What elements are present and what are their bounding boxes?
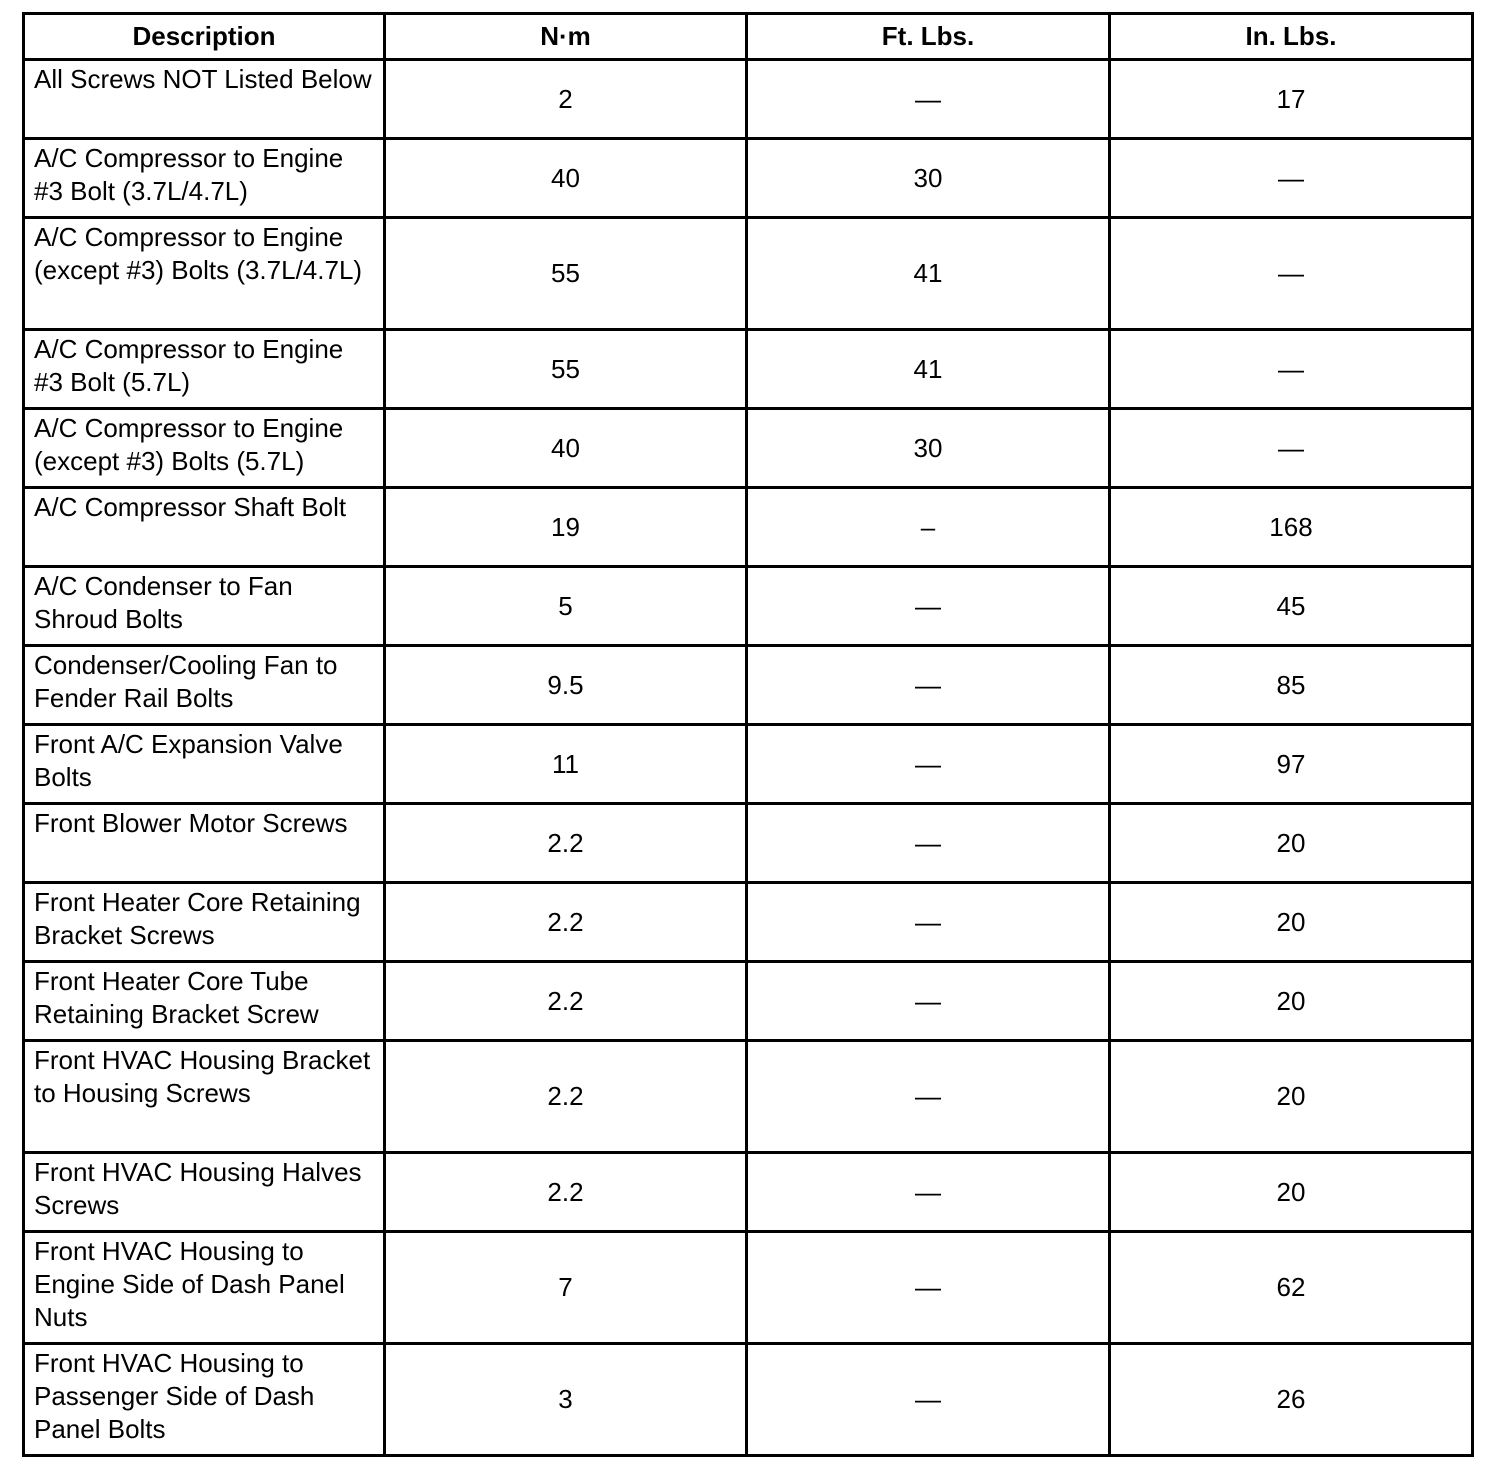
header-nm: N·m [385, 14, 747, 60]
cell-nm: 2.2 [385, 883, 747, 962]
table-row [24, 139, 1473, 218]
cell-in-lbs: 62 [1110, 1232, 1473, 1344]
cell-ft-lbs: — [747, 60, 1110, 139]
cell-in-lbs: 97 [1110, 725, 1473, 804]
table-row [24, 567, 1473, 646]
cell-description: Condenser/Cooling Fan to Fender Rail Bolts [24, 646, 385, 725]
cell-nm: 3 [385, 1344, 747, 1456]
cell-nm: 2.2 [385, 962, 747, 1041]
cell-nm: 9.5 [385, 646, 747, 725]
cell-in-lbs: — [1110, 218, 1473, 330]
table-row [24, 962, 1473, 1041]
table-row [24, 488, 1473, 567]
table-row [24, 883, 1473, 962]
header-description: Description [24, 14, 385, 60]
cell-nm: 55 [385, 218, 747, 330]
cell-in-lbs: 20 [1110, 1153, 1473, 1232]
cell-ft-lbs: 41 [747, 218, 1110, 330]
cell-ft-lbs: — [747, 1153, 1110, 1232]
cell-ft-lbs: — [747, 725, 1110, 804]
table-row [24, 646, 1473, 725]
cell-ft-lbs: 41 [747, 330, 1110, 409]
cell-nm: 19 [385, 488, 747, 567]
cell-nm: 2 [385, 60, 747, 139]
cell-description: A/C Compressor Shaft Bolt [24, 488, 385, 567]
cell-description: Front Heater Core Tube Retaining Bracket Screw [24, 962, 385, 1041]
table-row [24, 1344, 1473, 1456]
table-row [24, 330, 1473, 409]
cell-in-lbs: — [1110, 409, 1473, 488]
cell-in-lbs: 85 [1110, 646, 1473, 725]
cell-nm: 5 [385, 567, 747, 646]
table-row [24, 60, 1473, 139]
cell-nm: 2.2 [385, 804, 747, 883]
cell-ft-lbs: — [747, 962, 1110, 1041]
table-row [24, 1232, 1473, 1344]
cell-ft-lbs: — [747, 646, 1110, 725]
cell-in-lbs: 45 [1110, 567, 1473, 646]
cell-nm: 7 [385, 1232, 747, 1344]
cell-ft-lbs: — [747, 1041, 1110, 1153]
cell-description: Front A/C Expansion Valve Bolts [24, 725, 385, 804]
cell-ft-lbs: 30 [747, 139, 1110, 218]
cell-description: A/C Compressor to Engine #3 Bolt (3.7L/4.7L) [24, 139, 385, 218]
cell-description: A/C Compressor to Engine #3 Bolt (5.7L) [24, 330, 385, 409]
cell-in-lbs: 17 [1110, 60, 1473, 139]
header-in-lbs: In. Lbs. [1110, 14, 1473, 60]
header-ft-lbs: Ft. Lbs. [747, 14, 1110, 60]
cell-description: A/C Compressor to Engine (except #3) Bolts (5.7L) [24, 409, 385, 488]
table-row [24, 1153, 1473, 1232]
torque-spec-table [22, 12, 1474, 1457]
cell-description: Front HVAC Housing Bracket to Housing Screws [24, 1041, 385, 1153]
cell-nm: 55 [385, 330, 747, 409]
cell-in-lbs: 20 [1110, 962, 1473, 1041]
cell-in-lbs: 26 [1110, 1344, 1473, 1456]
table-row [24, 804, 1473, 883]
cell-nm: 2.2 [385, 1041, 747, 1153]
cell-description: Front Blower Motor Screws [24, 804, 385, 883]
cell-ft-lbs: — [747, 1232, 1110, 1344]
cell-in-lbs: — [1110, 139, 1473, 218]
cell-ft-lbs: — [747, 883, 1110, 962]
cell-nm: 2.2 [385, 1153, 747, 1232]
cell-ft-lbs: — [747, 804, 1110, 883]
cell-nm: 11 [385, 725, 747, 804]
cell-ft-lbs: — [747, 1344, 1110, 1456]
table-row [24, 218, 1473, 330]
cell-in-lbs: — [1110, 330, 1473, 409]
table-row [24, 725, 1473, 804]
cell-description: Front HVAC Housing Halves Screws [24, 1153, 385, 1232]
cell-description: Front HVAC Housing to Engine Side of Dash Panel Nuts [24, 1232, 385, 1344]
header-row [24, 14, 1473, 60]
cell-description: A/C Compressor to Engine (except #3) Bolts (3.7L/4.7L) [24, 218, 385, 330]
cell-description: A/C Condenser to Fan Shroud Bolts [24, 567, 385, 646]
cell-ft-lbs: – [747, 488, 1110, 567]
cell-in-lbs: 20 [1110, 1041, 1473, 1153]
cell-in-lbs: 168 [1110, 488, 1473, 567]
cell-nm: 40 [385, 139, 747, 218]
cell-description: Front HVAC Housing to Passenger Side of Dash Panel Bolts [24, 1344, 385, 1456]
table-row [24, 1041, 1473, 1153]
table-row [24, 409, 1473, 488]
cell-ft-lbs: — [747, 567, 1110, 646]
cell-in-lbs: 20 [1110, 804, 1473, 883]
cell-description: All Screws NOT Listed Below [24, 60, 385, 139]
cell-in-lbs: 20 [1110, 883, 1473, 962]
cell-nm: 40 [385, 409, 747, 488]
cell-description: Front Heater Core Retaining Bracket Screws [24, 883, 385, 962]
cell-ft-lbs: 30 [747, 409, 1110, 488]
